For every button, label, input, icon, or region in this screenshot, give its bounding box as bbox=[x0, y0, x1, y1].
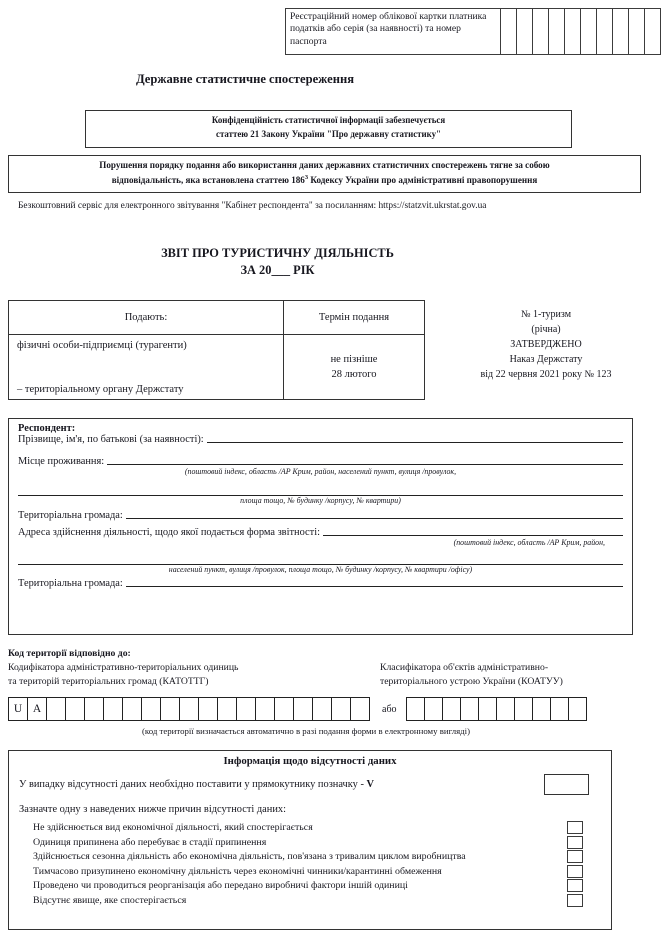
approved-label: ЗАТВЕРДЖЕНО bbox=[510, 339, 582, 350]
code-cell[interactable] bbox=[497, 697, 515, 721]
violation-line1: Порушення порядку подання або використання даних державних статистичних спостережень тягне за собою bbox=[99, 160, 550, 170]
code-cell[interactable] bbox=[516, 9, 532, 54]
koatuu-cells bbox=[406, 697, 587, 721]
violation-box bbox=[8, 155, 641, 193]
code-cell[interactable] bbox=[644, 9, 660, 54]
territory-code-row bbox=[8, 697, 660, 721]
reason-label: Відсутнє явище, яке спостерігається bbox=[33, 894, 187, 906]
code-cell[interactable] bbox=[580, 9, 596, 54]
community2-row bbox=[18, 578, 623, 589]
no-data-title: Інформація щодо відсутності даних bbox=[223, 755, 397, 767]
reason-label: Одиниця припинена або перебуває в стадії припинення bbox=[33, 836, 267, 848]
submission-table-header bbox=[9, 301, 424, 335]
activity-hint2: населений пункт, вулиця /провулок, площа тощо, № будинку /корпусу, № квартири /офісу) bbox=[168, 565, 473, 575]
activity-address-input-line[interactable] bbox=[323, 527, 623, 536]
reason-checkbox[interactable] bbox=[567, 894, 583, 907]
community-input-line[interactable] bbox=[126, 510, 623, 519]
code-cell[interactable] bbox=[199, 697, 218, 721]
code-cell[interactable] bbox=[332, 697, 351, 721]
order-label: Наказ Держстату bbox=[509, 354, 583, 365]
community2-input-line[interactable] bbox=[126, 578, 623, 587]
reasons-list bbox=[9, 821, 611, 907]
residence-hint1: (поштовий індекс, область /АР Крим, район, населений пункт, вулиця /провулок, bbox=[184, 467, 457, 476]
tax-number-cells bbox=[500, 9, 660, 54]
activity-address-input-line2[interactable] bbox=[18, 552, 623, 565]
approval-block bbox=[430, 307, 662, 382]
code-cell[interactable] bbox=[425, 697, 443, 721]
territory-note: (код території визначається автоматично в разі подання форми в електронному вигляді) bbox=[141, 726, 471, 737]
katottg-cells bbox=[8, 697, 370, 721]
e-reporting-note: Безкоштовний сервіс для електронного звітування "Кабінет респондента" за посиланням: https://statzvit.ukrstat.gov.ua bbox=[18, 201, 487, 211]
community2-label: Територіальна громада: bbox=[18, 578, 123, 590]
code-cell[interactable] bbox=[407, 697, 425, 721]
community-row bbox=[18, 510, 623, 521]
or-label: або bbox=[382, 703, 397, 715]
residence-row bbox=[18, 456, 623, 467]
submit-who-line1: фізичні особи-підприємці (турагенти) bbox=[17, 340, 187, 351]
v-mark: V bbox=[366, 779, 375, 790]
community-label: Територіальна громада: bbox=[18, 509, 123, 521]
superscript-3: 3 bbox=[304, 173, 309, 181]
reason-label: Не здійснюється вид економічної діяльності, який спостерігається bbox=[33, 822, 313, 833]
submission-table bbox=[8, 300, 425, 400]
reason-row bbox=[9, 879, 611, 892]
code-cell[interactable] bbox=[628, 9, 644, 54]
submission-table-row bbox=[9, 335, 424, 400]
tax-id-box bbox=[285, 8, 661, 55]
no-data-box bbox=[8, 750, 612, 930]
report-title-line1: ЗВІТ ПРО ТУРИСТИЧНУ ДІЯЛЬНІСТЬ bbox=[161, 246, 394, 260]
koatuu-label: Класифікатора об'єктів адміністративно- територіального устрою України (КОАТУУ) bbox=[380, 662, 563, 687]
order-date: від 22 червня 2021 року № 123 bbox=[480, 369, 612, 380]
code-cell[interactable] bbox=[569, 697, 587, 721]
code-cell[interactable] bbox=[161, 697, 180, 721]
code-cell[interactable] bbox=[596, 9, 612, 54]
code-cell[interactable] bbox=[500, 9, 516, 54]
code-cell[interactable] bbox=[612, 9, 628, 54]
code-cell[interactable] bbox=[237, 697, 256, 721]
tax-id-label: Реєстраційний номер облікової картки платника податків або серія (за наявності) та номер паспорта bbox=[290, 11, 487, 47]
reason-row bbox=[9, 836, 611, 849]
form-number: № 1-туризм bbox=[520, 309, 572, 320]
code-cell[interactable]: U bbox=[9, 697, 28, 721]
confidentiality-box bbox=[85, 110, 572, 148]
code-cell[interactable] bbox=[123, 697, 142, 721]
code-cell[interactable] bbox=[313, 697, 332, 721]
residence-label: Місце проживання: bbox=[18, 456, 105, 467]
report-title-line2: ЗА 20___ РІК bbox=[240, 262, 315, 277]
code-cell[interactable] bbox=[142, 697, 161, 721]
form-main-title: Державне статистичне спостереження bbox=[135, 72, 355, 86]
submit-who-cell bbox=[9, 335, 284, 400]
katottg-label: Кодифікатора адміністративно-територіальних одиниць та територій територіальних громад (КАТОТТГ) bbox=[8, 662, 239, 687]
territory-title: Код території відповідно до: bbox=[8, 648, 131, 659]
code-cell[interactable] bbox=[218, 697, 237, 721]
violation-line2: відповідальність, яка встановлена статтею $186^3$ Кодексу України про адміністративні правопорушення bbox=[111, 173, 538, 185]
code-cell[interactable] bbox=[85, 697, 104, 721]
submit-who-header: Подають: bbox=[9, 301, 284, 334]
reason-label: Здійснюється сезонна діяльність або економічна діяльність, пов'язана з тривалим циклом виробництва bbox=[33, 851, 466, 862]
code-cell[interactable] bbox=[479, 697, 497, 721]
confidentiality-line1: Конфіденційність статистичної інформації забезпечується bbox=[211, 115, 446, 125]
code-cell[interactable] bbox=[294, 697, 313, 721]
activity-address-row bbox=[18, 527, 623, 538]
reason-checkbox[interactable] bbox=[567, 865, 583, 878]
territory-classifiers bbox=[8, 661, 660, 688]
respondent-title: Респондент: bbox=[18, 423, 76, 434]
code-cell[interactable] bbox=[351, 697, 370, 721]
confidentiality-line2: статтею 21 Закону України "Про державну статистику" bbox=[216, 128, 441, 139]
code-cell[interactable] bbox=[564, 9, 580, 54]
code-cell[interactable] bbox=[532, 9, 548, 54]
name-label: Прізвище, ім'я, по батькові (за наявності): bbox=[18, 434, 204, 445]
deadline-cell: не пізніше 28 лютого bbox=[330, 354, 378, 380]
reason-label: Тимчасово призупинено економічну діяльність через економічні чинники/карантинні обмеження bbox=[33, 865, 442, 877]
code-cell[interactable] bbox=[180, 697, 199, 721]
territory-code-section bbox=[8, 648, 660, 736]
code-cell[interactable] bbox=[461, 697, 479, 721]
reason-row bbox=[9, 850, 611, 863]
residence-hint2: площа тощо, № будинку /корпусу, № квартири) bbox=[240, 495, 401, 505]
respondent-box bbox=[8, 418, 633, 635]
reason-checkbox[interactable] bbox=[567, 850, 583, 863]
reason-row bbox=[9, 894, 611, 907]
no-data-checkbox[interactable] bbox=[544, 774, 589, 795]
reasons-label: Зазначте одну з наведених нижче причин відсутності даних: bbox=[19, 804, 286, 815]
reason-row bbox=[9, 821, 611, 834]
respondent-name-row bbox=[18, 434, 623, 445]
code-cell[interactable] bbox=[47, 697, 66, 721]
report-title bbox=[0, 245, 555, 278]
code-cell[interactable] bbox=[515, 697, 533, 721]
reason-checkbox[interactable] bbox=[567, 821, 583, 834]
code-cell[interactable] bbox=[256, 697, 275, 721]
activity-hint1: (поштовий індекс, область /АР Крим, район, bbox=[453, 537, 605, 547]
activity-address-label: Адреса здійснення діяльності, щодо якої подається форма звітності: bbox=[18, 526, 320, 538]
form-periodicity: (річна) bbox=[531, 324, 561, 335]
code-cell[interactable] bbox=[551, 697, 569, 721]
code-cell[interactable] bbox=[443, 697, 461, 721]
residence-input-line[interactable] bbox=[107, 456, 623, 465]
submit-who-line2: – територіальному органу Держстату bbox=[17, 384, 184, 395]
reason-row bbox=[9, 865, 611, 878]
no-data-instruction: У випадку відсутності даних необхідно поставити у прямокутнику позначку - V bbox=[9, 774, 611, 795]
reason-checkbox[interactable] bbox=[567, 879, 583, 892]
name-input-line[interactable] bbox=[207, 434, 623, 443]
code-cell[interactable] bbox=[533, 697, 551, 721]
code-cell[interactable] bbox=[66, 697, 85, 721]
residence-input-line2[interactable] bbox=[18, 483, 623, 496]
reason-label: Проведено чи проводиться реорганізація або передано виробничі фактори іншій одиниці bbox=[33, 880, 408, 891]
code-cell[interactable] bbox=[275, 697, 294, 721]
code-cell[interactable]: A bbox=[28, 697, 47, 721]
code-cell[interactable] bbox=[104, 697, 123, 721]
reason-checkbox[interactable] bbox=[567, 836, 583, 849]
deadline-header: Термін подання bbox=[318, 312, 390, 323]
code-cell[interactable] bbox=[548, 9, 564, 54]
